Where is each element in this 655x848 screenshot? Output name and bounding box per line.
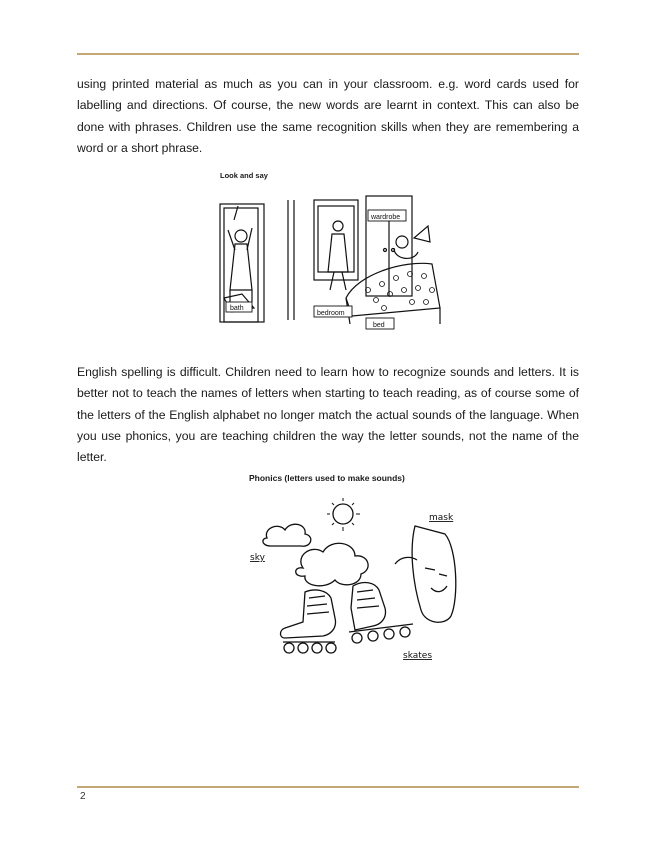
paragraph-phonics: English spelling is difficult. Children need to learn how to recognize sounds and letters. It is better not to teach the names of letters when starting to teach reading, as of course some of the letters of the English alphabet no longer match the actual sounds of the language. When you use phonics, you are teaching children the way the letter sounds, not the name of the letter.	[77, 365, 579, 465]
paragraph-word-recognition: using printed material as much as you can in your classroom. e.g. word cards used for labelling and directions. Of course, the new words are learnt in context. This can also be done with phrases. Children use the same recognition skills when they are remembering a word or a short phrase.	[77, 77, 579, 155]
header-rule	[77, 53, 579, 55]
skate-icon	[351, 583, 386, 630]
footer-rule	[77, 786, 579, 788]
phonics-illustration	[245, 498, 470, 663]
label-bedroom: bedroom	[317, 310, 345, 317]
figure-phonics-caption: Phonics (letters used to make sounds)	[249, 473, 405, 483]
label-wardrobe: wardrobe	[371, 214, 401, 221]
label-skates: skates	[403, 651, 433, 661]
label-bath: bath	[230, 305, 244, 312]
label-mask: mask	[429, 513, 454, 523]
mask-icon	[412, 526, 456, 622]
label-bed: bed	[373, 322, 385, 329]
page-number: 2	[80, 791, 86, 802]
sun-icon	[333, 504, 353, 524]
label-sky: sky	[250, 553, 265, 563]
cloud-icon	[296, 543, 368, 586]
cloud-icon	[263, 524, 311, 546]
figure-look-and-say-caption: Look and say	[220, 171, 268, 180]
look-and-say-illustration	[218, 190, 444, 338]
